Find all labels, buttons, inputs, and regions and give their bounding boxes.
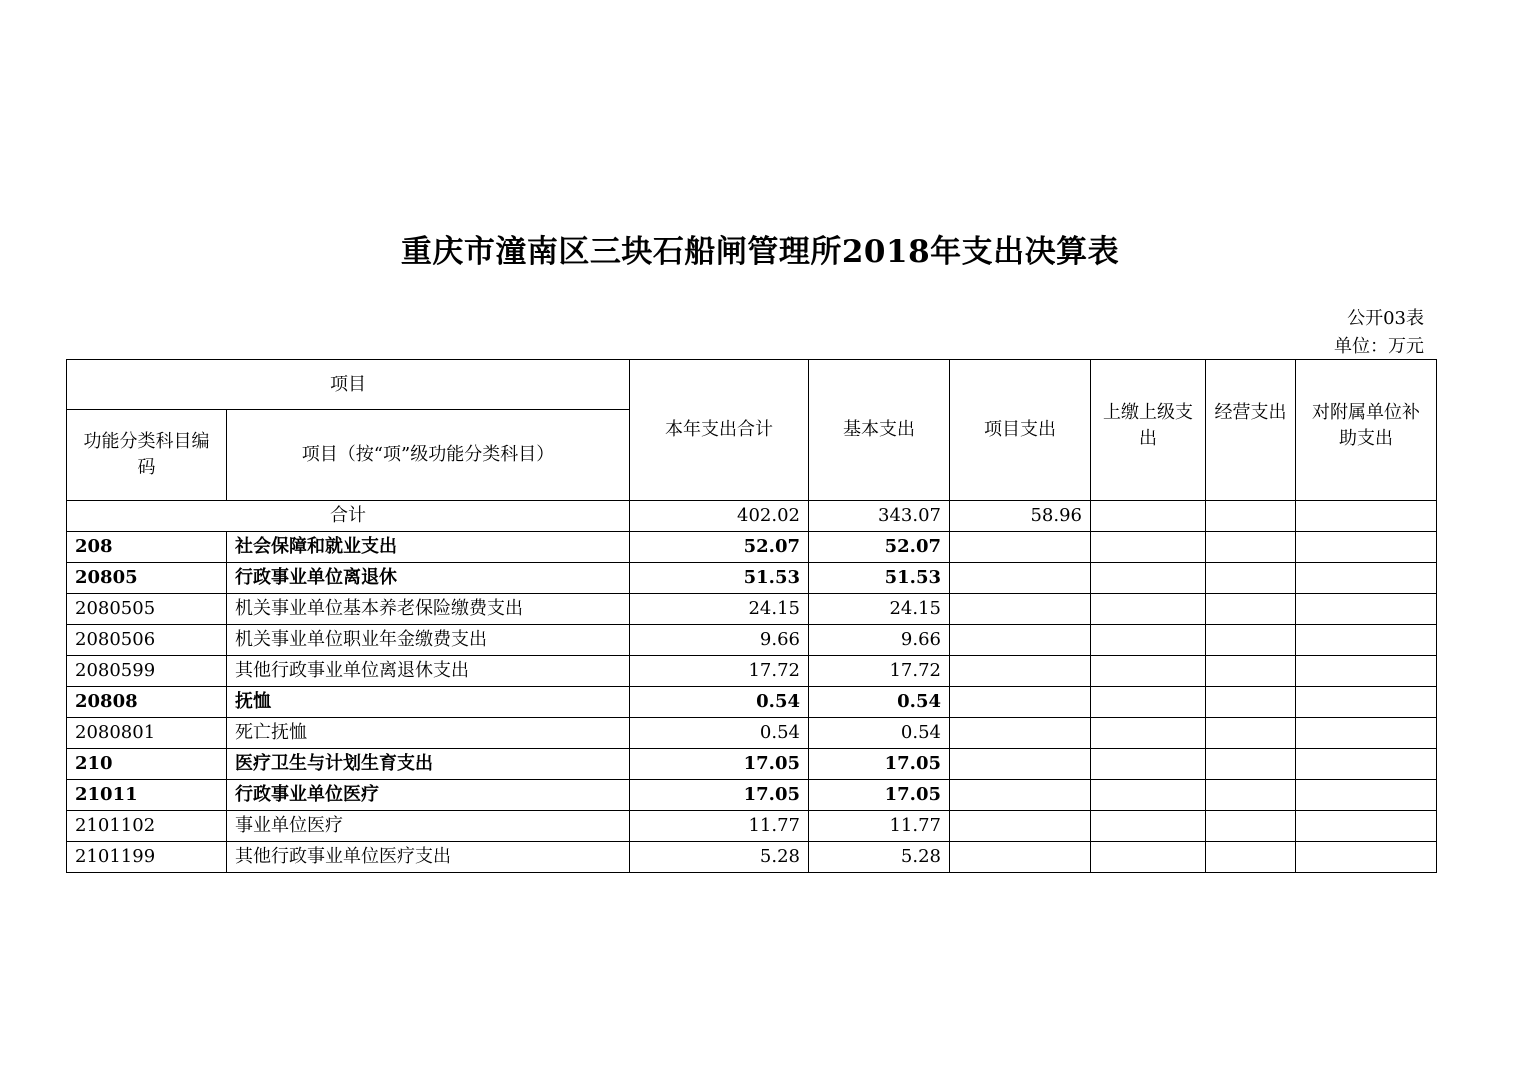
row-upper — [1091, 749, 1206, 780]
row-subsidy — [1296, 811, 1437, 842]
row-basic: 9.66 — [809, 625, 950, 656]
row-code: 2080599 — [67, 656, 227, 687]
header-project: 项目支出 — [950, 360, 1091, 501]
row-basic: 24.15 — [809, 594, 950, 625]
row-business — [1206, 842, 1296, 873]
row-upper — [1091, 563, 1206, 594]
row-project — [950, 656, 1091, 687]
table-row — [67, 780, 1437, 811]
total-subsidy — [1296, 501, 1437, 532]
row-total: 9.66 — [630, 625, 809, 656]
row-code: 2080506 — [67, 625, 227, 656]
row-basic: 5.28 — [809, 842, 950, 873]
row-upper — [1091, 687, 1206, 718]
row-code: 2080505 — [67, 594, 227, 625]
row-name: 事业单位医疗 — [227, 811, 630, 842]
table-row — [67, 625, 1437, 656]
header-upper: 上缴上级支出 — [1091, 360, 1206, 501]
row-code: 2080801 — [67, 718, 227, 749]
header-subsidy: 对附属单位补助支出 — [1296, 360, 1437, 501]
header-code: 功能分类科目编码 — [67, 410, 227, 501]
table-row — [67, 563, 1437, 594]
row-upper — [1091, 594, 1206, 625]
row-subsidy — [1296, 594, 1437, 625]
row-total: 51.53 — [630, 563, 809, 594]
row-subsidy — [1296, 749, 1437, 780]
row-code: 21011 — [67, 780, 227, 811]
row-subsidy — [1296, 625, 1437, 656]
row-code: 208 — [67, 532, 227, 563]
table-row — [67, 594, 1437, 625]
table-row — [67, 532, 1437, 563]
total-project: 58.96 — [950, 501, 1091, 532]
row-business — [1206, 749, 1296, 780]
row-subsidy — [1296, 656, 1437, 687]
row-subsidy — [1296, 563, 1437, 594]
row-total: 0.54 — [630, 718, 809, 749]
row-basic: 17.72 — [809, 656, 950, 687]
row-project — [950, 811, 1091, 842]
row-total: 0.54 — [630, 687, 809, 718]
row-name: 其他行政事业单位医疗支出 — [227, 842, 630, 873]
expenditure-table — [66, 359, 1437, 873]
row-basic: 17.05 — [809, 749, 950, 780]
row-project — [950, 594, 1091, 625]
row-total: 11.77 — [630, 811, 809, 842]
row-subsidy — [1296, 687, 1437, 718]
row-name: 其他行政事业单位离退休支出 — [227, 656, 630, 687]
row-upper — [1091, 718, 1206, 749]
row-name: 机关事业单位基本养老保险缴费支出 — [227, 594, 630, 625]
row-project — [950, 625, 1091, 656]
row-subsidy — [1296, 718, 1437, 749]
row-basic: 17.05 — [809, 780, 950, 811]
total-upper — [1091, 501, 1206, 532]
row-upper — [1091, 780, 1206, 811]
row-basic: 11.77 — [809, 811, 950, 842]
row-basic: 51.53 — [809, 563, 950, 594]
header-total: 本年支出合计 — [630, 360, 809, 501]
row-name: 行政事业单位医疗 — [227, 780, 630, 811]
row-business — [1206, 594, 1296, 625]
row-total: 17.72 — [630, 656, 809, 687]
table-row — [67, 687, 1437, 718]
row-basic: 0.54 — [809, 687, 950, 718]
row-upper — [1091, 532, 1206, 563]
row-subsidy — [1296, 780, 1437, 811]
table-row — [67, 656, 1437, 687]
row-project — [950, 780, 1091, 811]
row-code: 210 — [67, 749, 227, 780]
unit-label: 单位：万元 — [1334, 336, 1424, 357]
table-row — [67, 749, 1437, 780]
row-business — [1206, 780, 1296, 811]
row-basic: 52.07 — [809, 532, 950, 563]
row-total: 5.28 — [630, 842, 809, 873]
row-project — [950, 749, 1091, 780]
row-business — [1206, 563, 1296, 594]
row-total: 24.15 — [630, 594, 809, 625]
row-project — [950, 532, 1091, 563]
row-total: 17.05 — [630, 749, 809, 780]
table-row — [67, 718, 1437, 749]
table-row — [67, 811, 1437, 842]
row-business — [1206, 687, 1296, 718]
total-row — [67, 501, 1437, 532]
row-subsidy — [1296, 532, 1437, 563]
row-business — [1206, 811, 1296, 842]
row-upper — [1091, 842, 1206, 873]
row-upper — [1091, 656, 1206, 687]
row-name: 死亡抚恤 — [227, 718, 630, 749]
page-title: 重庆市潼南区三块石船闸管理所2018年支出决算表 — [400, 234, 1120, 270]
header-basic: 基本支出 — [809, 360, 950, 501]
row-name: 医疗卫生与计划生育支出 — [227, 749, 630, 780]
row-code: 2101102 — [67, 811, 227, 842]
row-project — [950, 718, 1091, 749]
total-label: 合计 — [67, 501, 630, 532]
header-business: 经营支出 — [1206, 360, 1296, 501]
row-code: 20805 — [67, 563, 227, 594]
row-name: 机关事业单位职业年金缴费支出 — [227, 625, 630, 656]
row-project — [950, 842, 1091, 873]
row-upper — [1091, 811, 1206, 842]
header-item: 项目 — [67, 360, 630, 410]
row-business — [1206, 656, 1296, 687]
row-subsidy — [1296, 842, 1437, 873]
header-name: 项目（按“项”级功能分类科目） — [227, 410, 630, 501]
row-code: 2101199 — [67, 842, 227, 873]
row-project — [950, 687, 1091, 718]
row-upper — [1091, 625, 1206, 656]
row-total: 52.07 — [630, 532, 809, 563]
row-code: 20808 — [67, 687, 227, 718]
row-basic: 0.54 — [809, 718, 950, 749]
total-total: 402.02 — [630, 501, 809, 532]
row-business — [1206, 625, 1296, 656]
header-row-top — [67, 360, 1437, 410]
row-business — [1206, 532, 1296, 563]
row-name: 社会保障和就业支出 — [227, 532, 630, 563]
total-business — [1206, 501, 1296, 532]
form-number: 公开03表 — [1347, 308, 1424, 329]
row-project — [950, 563, 1091, 594]
row-name: 行政事业单位离退休 — [227, 563, 630, 594]
row-business — [1206, 718, 1296, 749]
table-row — [67, 842, 1437, 873]
row-total: 17.05 — [630, 780, 809, 811]
row-name: 抚恤 — [227, 687, 630, 718]
total-basic: 343.07 — [809, 501, 950, 532]
